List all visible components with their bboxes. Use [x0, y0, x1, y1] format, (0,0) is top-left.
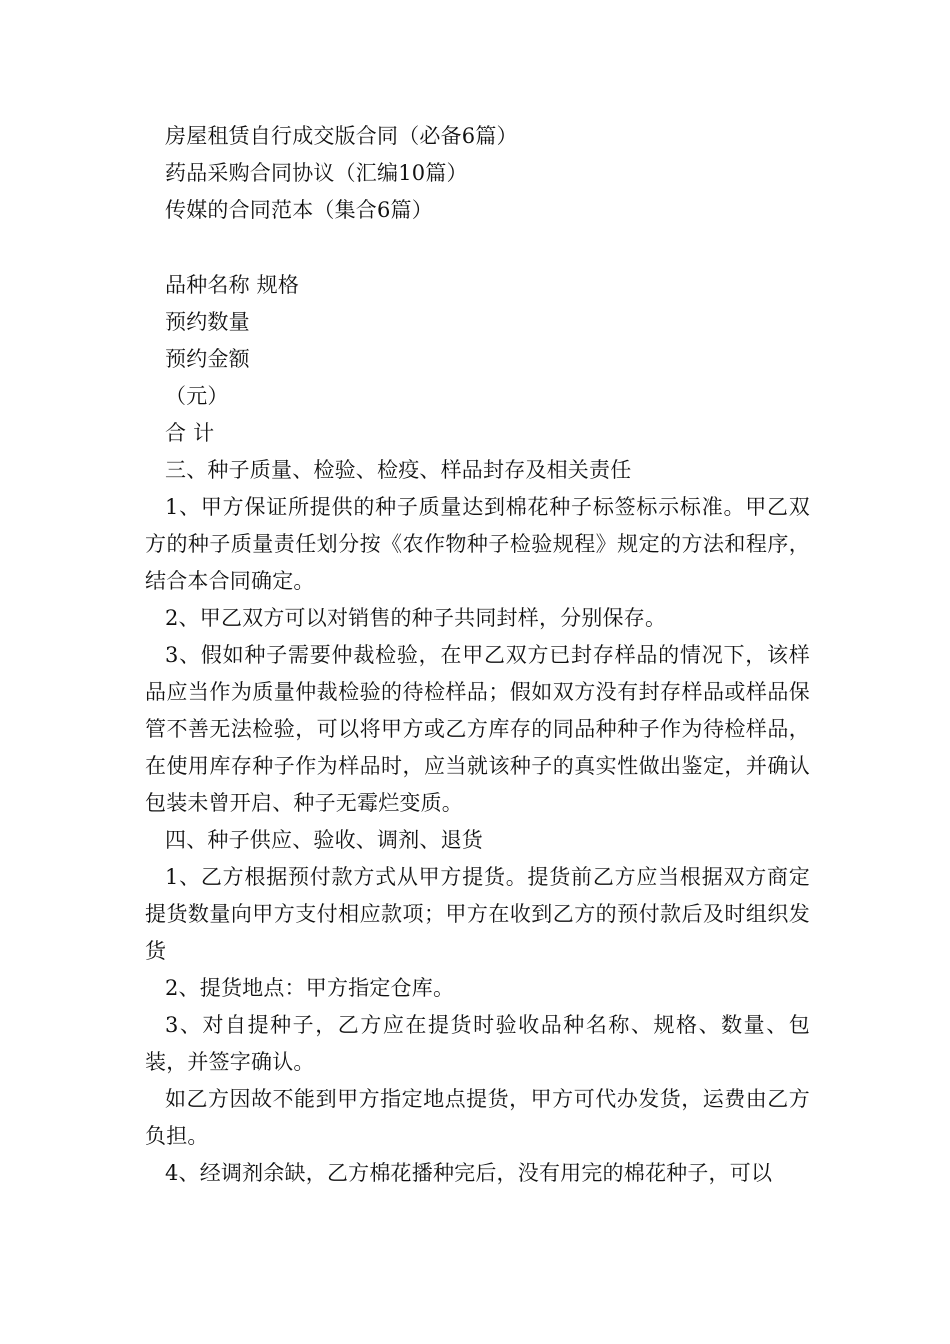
- table-header-unit: （元）: [165, 384, 229, 408]
- section-4-item-1: 1、乙方根据预付款方式从甲方提货。提货前乙方应当根据双方商定提货数量向甲方支付相应款项；甲方在收到乙方的预付款后及时组织发货: [145, 865, 810, 963]
- section-3-heading: 三、种子质量、检验、检疫、样品封存及相关责任: [165, 458, 632, 482]
- related-title-2[interactable]: 药品采购合同协议（汇编10篇）: [165, 161, 468, 185]
- section-4-item-3-note: 如乙方因故不能到甲方指定地点提货，甲方可代办发货，运费由乙方负担。: [145, 1087, 810, 1148]
- section-3-item-3: 3、假如种子需要仲裁检验，在甲乙双方已封存样品的情况下，该样品应当作为质量仲裁检验的待检样品；假如双方没有封存样品或样品保管不善无法检验，可以将甲方或乙方库存的同品种种子作为待检样品，在使用库存种子作为样品时，应当就该种子的真实性做出鉴定，并确认包装未曾开启、种子无霉烂变质。: [145, 643, 810, 815]
- table-header-total: 合 计: [165, 421, 215, 445]
- section-4-item-2: 2、提货地点：甲方指定仓库。: [165, 976, 455, 1000]
- section-4-item-4: 4、经调剂余缺，乙方棉花播种完后，没有用完的棉花种子，可以: [165, 1161, 773, 1185]
- section-4-heading: 四、种子供应、验收、调剂、退货: [165, 828, 483, 852]
- related-title-3[interactable]: 传媒的合同范本（集合6篇）: [165, 198, 433, 222]
- section-3-item-1: 1、甲方保证所提供的种子质量达到棉花种子标签标示标准。甲乙双方的种子质量责任划分按《农作物种子检验规程》规定的方法和程序，结合本合同确定。: [145, 495, 810, 593]
- table-header-reserve-amount: 预约金额: [165, 347, 250, 371]
- table-header-reserve-qty: 预约数量: [165, 310, 250, 334]
- table-header-variety-spec: 品种名称 规格: [165, 273, 300, 297]
- section-3-item-2: 2、甲乙双方可以对销售的种子共同封样，分别保存。: [165, 606, 667, 630]
- section-4-item-3: 3、对自提种子，乙方应在提货时验收品种名称、规格、数量、包装，并签字确认。: [145, 1013, 810, 1074]
- related-title-1[interactable]: 房屋租赁自行成交版合同（必备6篇）: [165, 124, 518, 148]
